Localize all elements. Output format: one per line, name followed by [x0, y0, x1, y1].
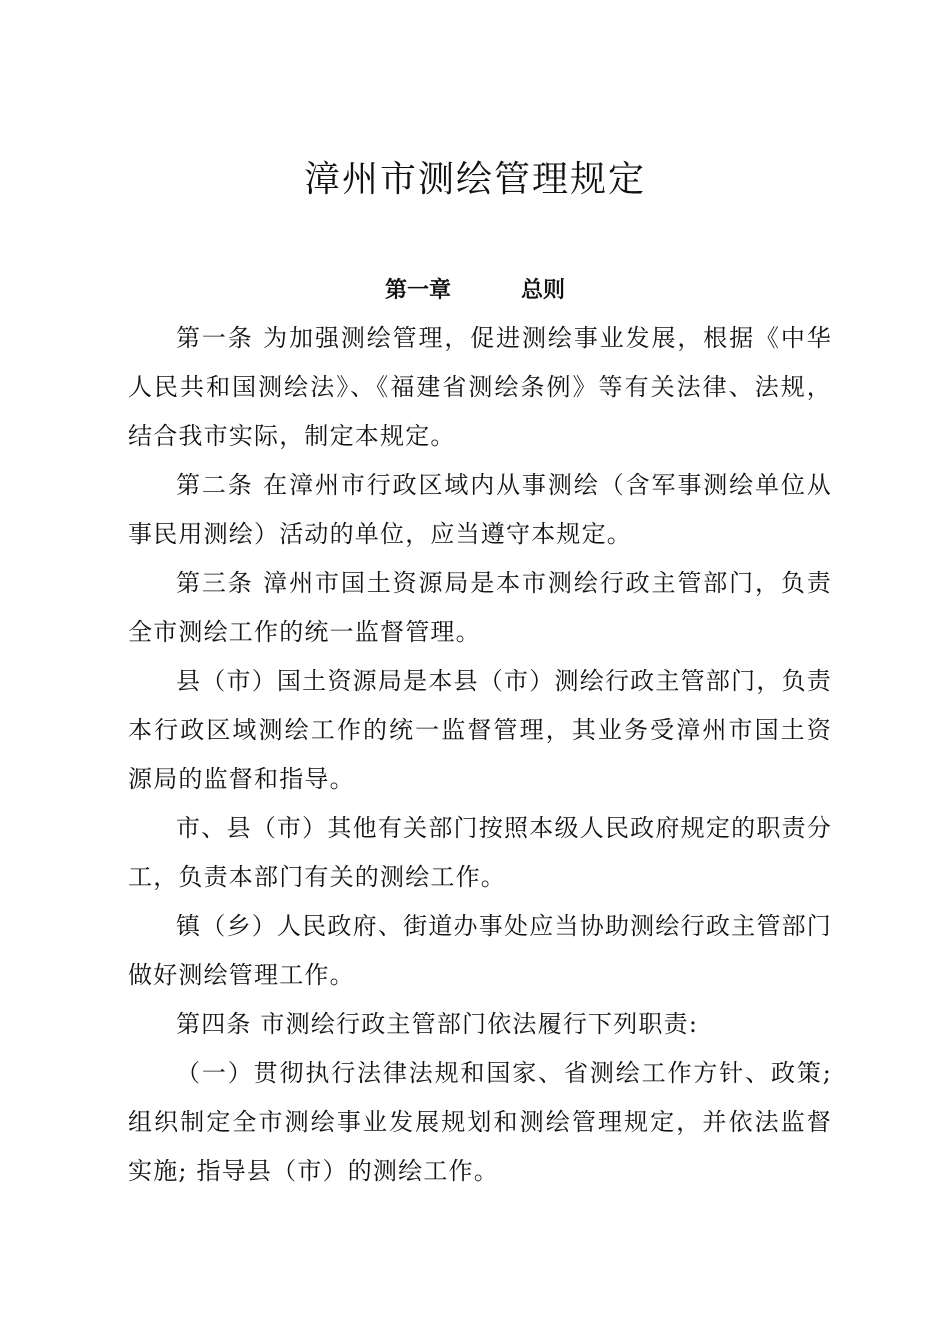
paragraph-town-government: 镇（乡）人民政府、街道办事处应当协助测绘行政主管部门做好测绘管理工作。	[128, 912, 832, 989]
chapter-heading	[0, 274, 950, 306]
paragraph-item-1: （一）贯彻执行法律法规和国家、省测绘工作方针、政策;组织制定全市测绘事业发展规划和测绘管理规定，并依法监督实施; 指导县（市）的测绘工作。	[128, 1059, 832, 1185]
chapter-number: 第一章	[384, 277, 451, 303]
chapter-name: 总则	[521, 277, 566, 303]
paragraph-article-3: 第三条 漳州市国土资源局是本市测绘行政主管部门，负责全市测绘工作的统一监督管理。	[128, 569, 832, 646]
paragraph-article-2: 第二条 在漳州市行政区域内从事测绘（含军事测绘单位从事民用测绘）活动的单位，应当遵守本规定。	[128, 471, 832, 548]
paragraph-article-4: 第四条 市测绘行政主管部门依法履行下列职责:	[176, 1010, 699, 1038]
document-title: 漳州市测绘管理规定	[303, 159, 646, 200]
document-body	[128, 314, 832, 1196]
paragraph-article-1: 第一条 为加强测绘管理，促进测绘事业发展，根据《中华人民共和国测绘法》、《福建省测绘条例》等有关法律、法规，结合我市实际，制定本规定。	[128, 324, 832, 450]
paragraph-other-departments: 市、县（市）其他有关部门按照本级人民政府规定的职责分工，负责本部门有关的测绘工作。	[128, 814, 832, 891]
paragraph-county-bureau: 县（市）国土资源局是本县（市）测绘行政主管部门，负责本行政区域测绘工作的统一监督管理，其业务受漳州市国土资源局的监督和指导。	[128, 667, 832, 793]
